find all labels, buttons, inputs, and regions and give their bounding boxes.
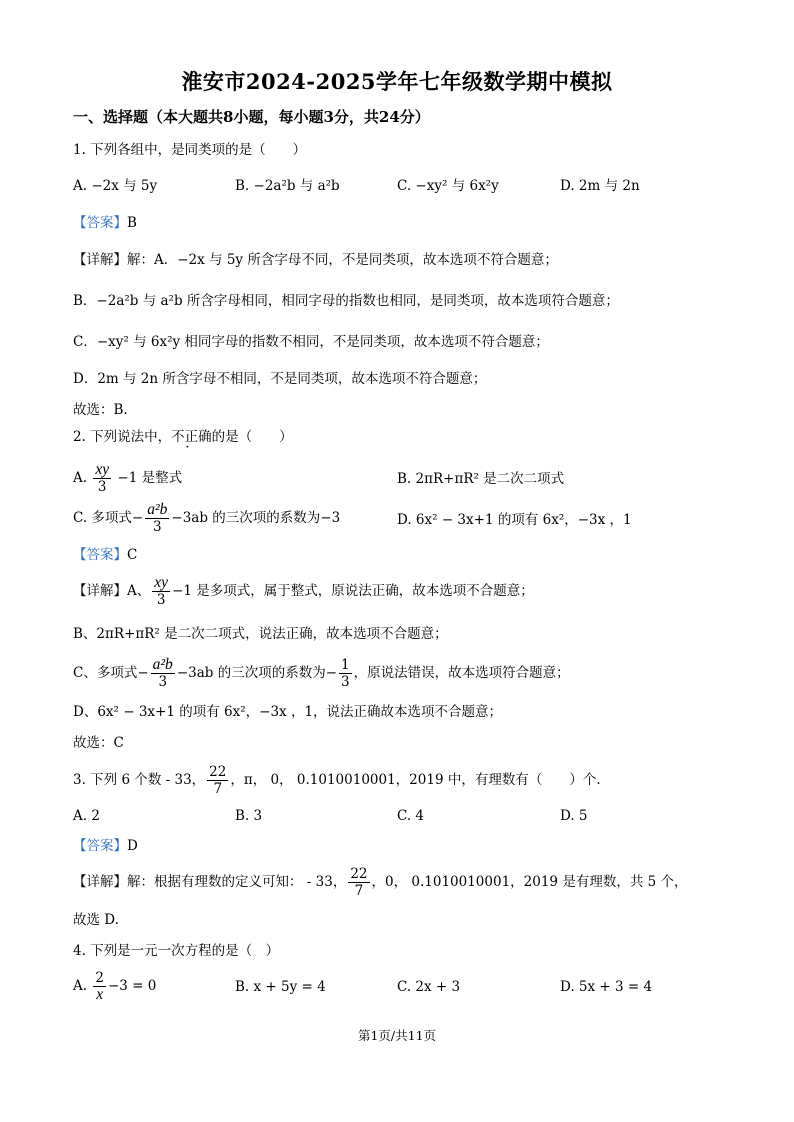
q4-option-a-fraction: [93, 970, 106, 1003]
fraction-denominator: 7: [213, 781, 223, 797]
q2-option-c-label: C. 多项式−: [73, 510, 144, 526]
q2-stem-emphasis: 不正确: [171, 429, 212, 445]
q1-detail-1: [73, 251, 558, 269]
q2-option-a-fraction: [93, 462, 111, 495]
q2-option-b: B. 2πR+πR² 是二次二项式: [397, 471, 565, 487]
q3-detail: [73, 866, 688, 899]
detail-tag: 【详解】: [73, 874, 127, 890]
page-footer: 第1页/共11页: [357, 1028, 437, 1043]
q2-stem-pre: 2. 下列说法中，: [73, 429, 172, 445]
q2-detail-c-fraction-1: [151, 657, 175, 690]
fraction-numerator: 2: [95, 970, 104, 986]
q2-detail-c-text: ，原说法错误，故本选项符合题意；: [353, 665, 570, 681]
fraction-denominator: 3: [153, 519, 162, 535]
q1-answer: [73, 214, 137, 232]
fraction-numerator: a²b: [147, 501, 168, 518]
q3-answer: [73, 837, 138, 855]
q2-detail-c-fraction-2: [339, 657, 352, 690]
fraction-denominator: 3: [341, 674, 350, 690]
answer-tag: 【答案】: [73, 838, 127, 854]
q2-conclusion: 故选：C: [73, 735, 124, 751]
q1-conclusion: 故选：B.: [73, 402, 128, 418]
q4-option-a-label: A.: [73, 978, 88, 994]
section-heading: 一、选择题（本大题共8小题，每小题3分，共24分）: [73, 108, 430, 126]
q2-detail-a-text: −1 是多项式，属于整式，原说法正确，故本选项不合题意；: [172, 583, 534, 599]
fraction-denominator: 3: [97, 479, 107, 495]
fraction-denominator: x: [96, 986, 104, 1003]
q3-detail-fraction: [348, 866, 369, 899]
q2-detail-a-fraction: [152, 575, 170, 608]
fraction-numerator: a²b: [152, 656, 173, 673]
fraction-numerator: 22: [350, 866, 368, 882]
q3-stem-pre: 3. 下列 6 个数 - 33，: [73, 772, 206, 788]
q4-option-d: D. 5x + 3 = 4: [560, 979, 653, 995]
q2-detail-c: [73, 657, 570, 690]
q1-answer-value: B: [127, 215, 137, 231]
q2-option-a-text: −1 是整式: [117, 470, 183, 486]
q3-option-d: D. 5: [560, 808, 588, 824]
answer-tag: 【答案】: [73, 215, 127, 231]
q3-stem: [73, 764, 601, 797]
fraction-numerator: xy: [95, 461, 110, 478]
q3-answer-value: D: [127, 838, 138, 854]
fraction-numerator: 1: [341, 657, 350, 673]
q2-option-c-fraction: [145, 502, 169, 535]
q2-option-c: [73, 502, 340, 535]
fraction-numerator: 22: [209, 764, 227, 780]
q1-option-c: C. −xy² 与 6x²y: [397, 178, 499, 194]
q1-option-b: B. −2a²b 与 a²b: [235, 178, 340, 194]
q4-option-c: C. 2x + 3: [397, 979, 461, 995]
fraction-denominator: 3: [156, 592, 166, 608]
q2-detail-a-label: A、: [127, 583, 151, 599]
q2-option-c-text: −3ab 的三次项的系数为−3: [171, 510, 341, 526]
q2-option-a-label: A.: [73, 470, 88, 486]
q2-answer: [73, 546, 137, 564]
q1-option-a: A. −2x 与 5y: [73, 178, 158, 194]
q2-detail-a: [73, 575, 534, 608]
q1-detail-4: D．2m 与 2n 所含字母不相同，不是同类项，故本选项不符合题意；: [73, 371, 487, 387]
detail-tag: 【详解】: [73, 252, 127, 268]
q3-option-a: A. 2: [73, 808, 100, 824]
detail-tag: 【详解】: [73, 583, 127, 599]
fraction-denominator: 7: [354, 883, 364, 899]
q2-answer-value: C: [127, 547, 138, 563]
fraction-denominator: 3: [158, 674, 168, 690]
q1-detail-2: B．−2a²b 与 a²b 所含字母相同，相同字母的指数也相同，是同类项，故本选项符合题意；: [73, 293, 619, 309]
q1-stem: 1. 下列各组中，是同类项的是（ ）: [73, 142, 307, 158]
answer-tag: 【答案】: [73, 547, 127, 563]
q2-option-d: D. 6x² − 3x+1 的项有 6x²，−3x ，1: [397, 512, 632, 528]
fraction-numerator: xy: [154, 574, 169, 591]
q3-option-c: C. 4: [397, 808, 425, 824]
q3-detail-post: ，0， 0.1010010001，2019 是有理数，共 5 个，: [371, 874, 688, 890]
q3-stem-fraction: [207, 764, 228, 797]
q3-conclusion: 故选 D.: [73, 912, 119, 928]
q4-option-a-text: −3 = 0: [107, 978, 157, 994]
q3-option-b: B. 3: [235, 808, 263, 824]
q4-stem: 4. 下列是一元一次方程的是（ ）: [73, 943, 280, 959]
q2-stem: [73, 428, 293, 446]
q2-detail-b: B、2πR+πR² 是二次二项式，说法正确，故本选项不合题意；: [73, 626, 448, 642]
page-title: 淮安市2024-2025学年七年级数学期中模拟: [181, 69, 613, 94]
q2-detail-c-label: C、多项式−: [73, 665, 149, 681]
q2-detail-d: D、6x² − 3x+1 的项有 6x²，−3x ，1，说法正确故本选项不合题意；: [73, 704, 503, 720]
q3-stem-post: ，π， 0， 0.1010010001，2019 中，有理数有（ ）个.: [230, 772, 601, 788]
q4-option-a: [73, 970, 156, 1003]
q1-detail-1-text: 解：A．−2x 与 5y 所含字母不同，不是同类项，故本选项不符合题意；: [127, 252, 558, 268]
q2-detail-c-mid: −3ab 的三次项的系数为−: [176, 665, 338, 681]
q1-detail-3: C．−xy² 与 6x²y 相同字母的指数不相同，不是同类项，故本选项不符合题意；: [73, 334, 549, 350]
q2-option-a: [73, 462, 182, 495]
q3-detail-pre: 解：根据有理数的定义可知： - 33，: [127, 874, 347, 890]
q2-stem-post: 的是（ ）: [211, 429, 293, 445]
q4-option-b: B. x + 5y = 4: [235, 979, 326, 995]
q1-option-d: D. 2m 与 2n: [560, 178, 640, 194]
